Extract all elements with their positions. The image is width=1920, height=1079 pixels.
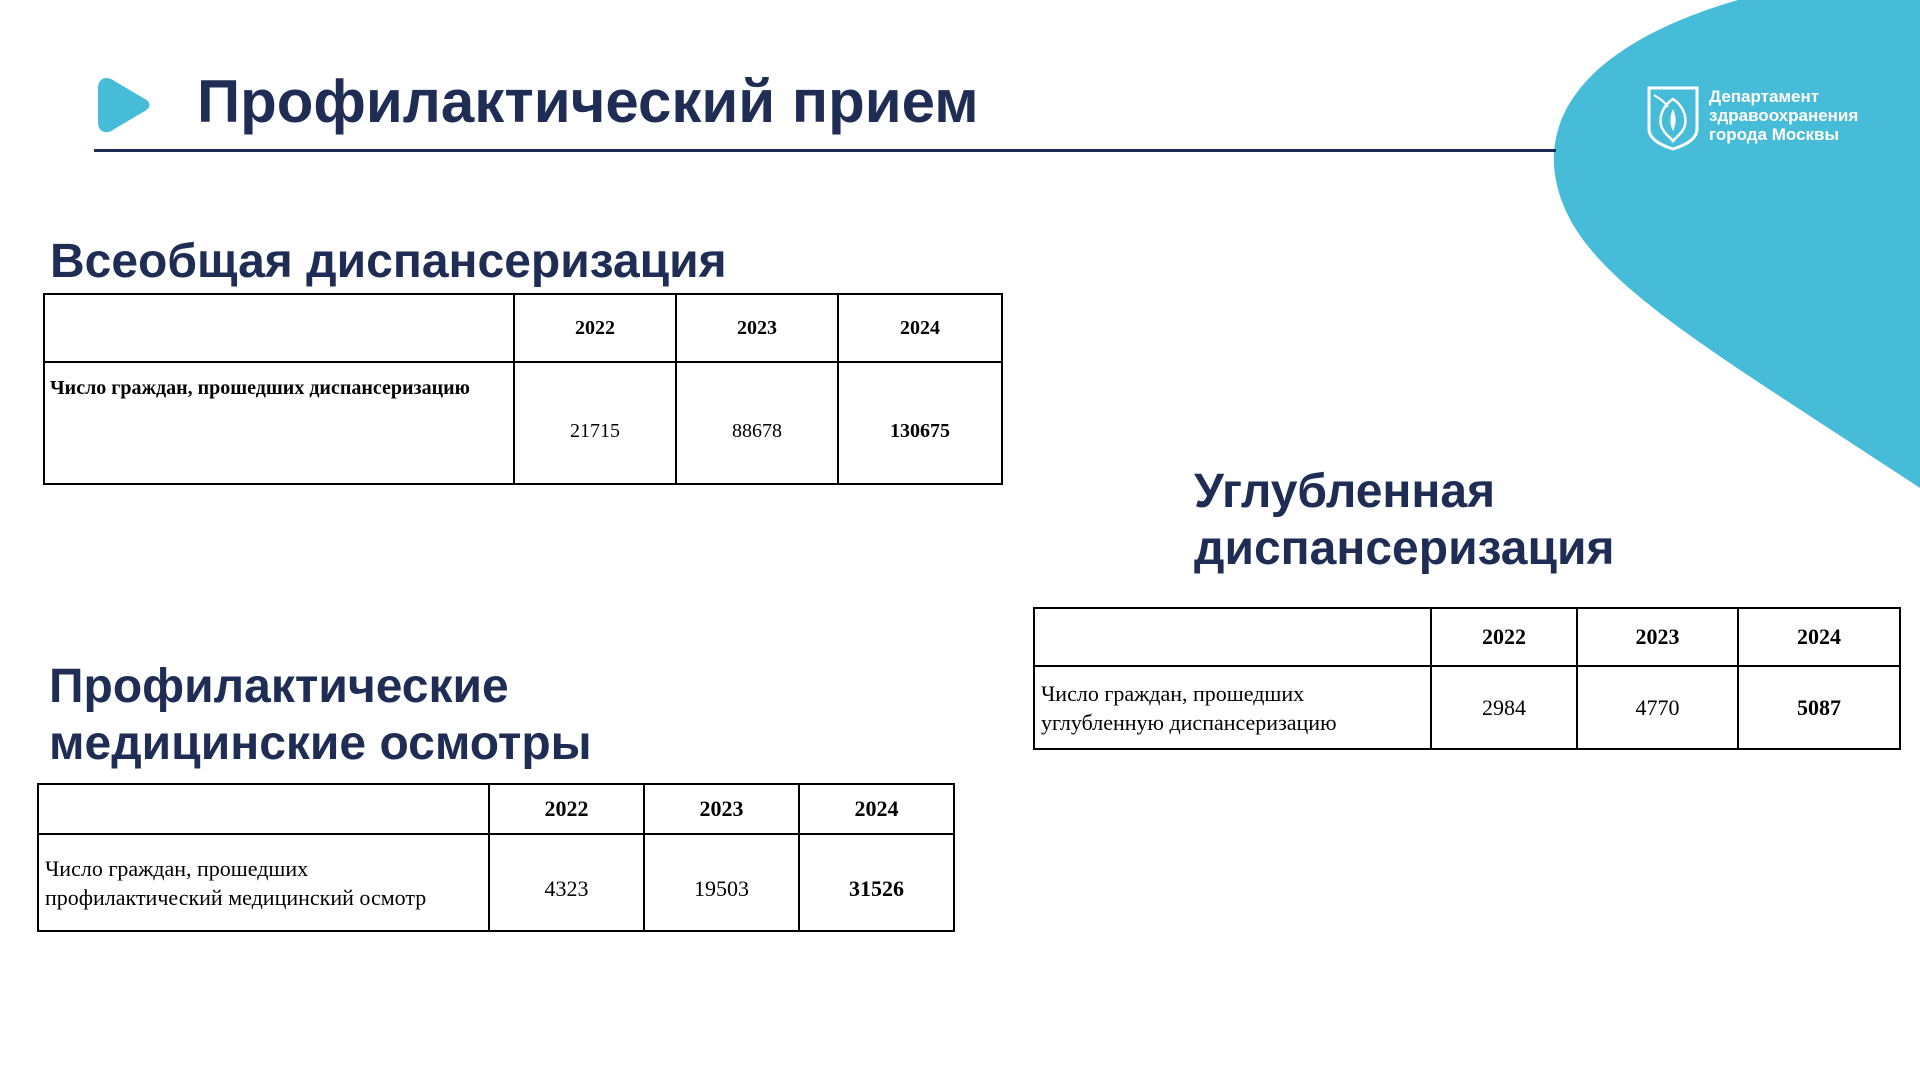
header-cell-year: 2022 [489,784,644,834]
header-cell [38,784,489,834]
cell-value-highlight: 31526 [799,834,954,931]
cell-value: 2984 [1431,666,1577,749]
section-title-line: Профилактические [49,660,509,713]
section-title-line: Углубленная [1194,465,1496,518]
table-row [38,834,954,931]
table-row [1034,666,1900,749]
department-name-line: города Москвы [1709,125,1840,144]
row-label: Число граждан, прошедших диспансеризацию [44,362,514,484]
header-cell-year: 2022 [514,294,676,362]
department-name [1709,87,1858,144]
header-cell-year: 2024 [838,294,1002,362]
department-name-line: здравоохранения [1709,106,1859,125]
row-label: Число граждан, прошедших углубленную диспансеризацию [1034,666,1431,749]
header-cell [44,294,514,362]
department-name-line: Департамент [1709,87,1820,106]
cell-value: 21715 [514,362,676,484]
department-logo [1646,85,1866,153]
header-cell-year: 2023 [1577,608,1738,666]
cell-value: 88678 [676,362,838,484]
title-divider [94,149,1556,152]
table-header-row [38,784,954,834]
header-cell-year: 2023 [676,294,838,362]
table-header-row [44,294,1002,362]
universal-screening-table [43,293,1003,485]
header-cell-year: 2023 [644,784,799,834]
preventive-exams-table [37,783,955,932]
header-cell-year: 2022 [1431,608,1577,666]
cell-value-highlight: 130675 [838,362,1002,484]
header-cell [1034,608,1431,666]
moscow-health-emblem-icon [1646,85,1700,151]
section-title-in-depth-screening [1194,463,1615,577]
row-label: Число граждан, прошедших профилактический медицинский осмотр [38,834,489,931]
page-title: Профилактический прием [197,68,979,135]
header-cell-year: 2024 [799,784,954,834]
cell-value: 4770 [1577,666,1738,749]
play-icon [97,76,151,134]
cell-value: 19503 [644,834,799,931]
table-header-row [1034,608,1900,666]
table-row [44,362,1002,484]
section-title-preventive-exams [49,658,592,772]
section-title-line: диспансеризация [1194,522,1615,575]
cell-value-highlight: 5087 [1738,666,1900,749]
in-depth-screening-table [1033,607,1901,750]
header-cell-year: 2024 [1738,608,1900,666]
section-title-line: медицинские осмотры [49,717,592,770]
section-title-universal-screening: Всеобщая диспансеризация [50,235,727,288]
cell-value: 4323 [489,834,644,931]
